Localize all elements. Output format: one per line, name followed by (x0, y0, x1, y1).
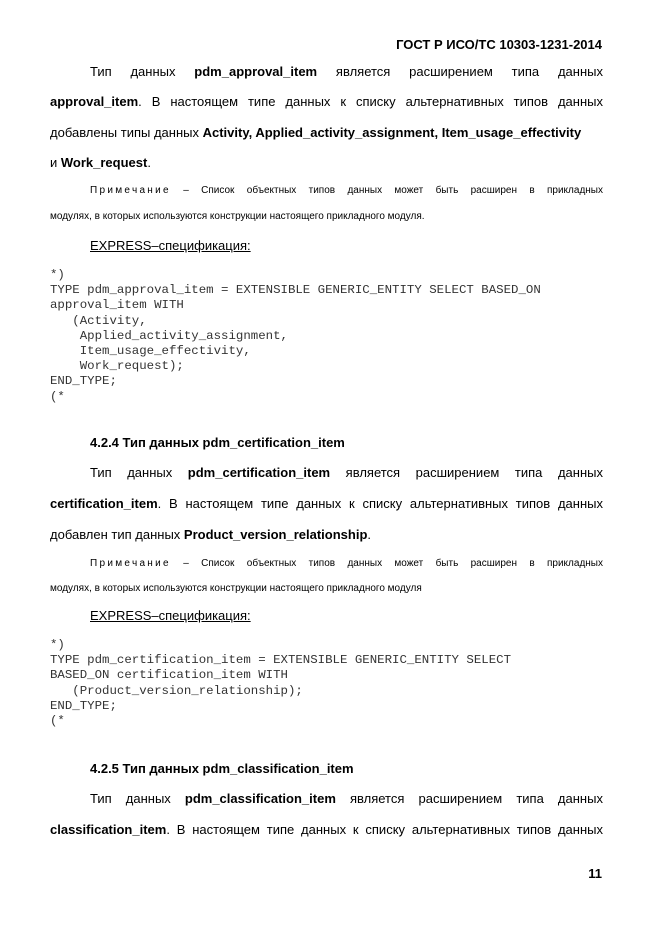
text: и (50, 155, 61, 170)
word: Тип (90, 465, 112, 480)
term: Work_request (60, 155, 148, 170)
term: pdm_classification_item (184, 791, 336, 806)
section-heading: 4.2.4 Тип данных pdm_certification_item (90, 435, 345, 450)
term: classification_item (50, 822, 167, 837)
term: certification_item (50, 496, 158, 511)
paragraph-line (50, 125, 603, 140)
word: является (335, 64, 391, 79)
paragraph-line (50, 64, 603, 79)
note-text: Список объектных типов данных может быть расширен в прикладных (201, 558, 603, 569)
note-label: Примечание (90, 558, 171, 569)
word: данных (127, 465, 173, 480)
text: . В настоящем типе данных к списку альтернативных типов данных (166, 822, 603, 837)
paragraph-line (50, 155, 603, 170)
text: . (367, 527, 372, 542)
word: данных (557, 791, 603, 806)
word: типа (514, 465, 543, 480)
note-dash: – (183, 558, 189, 569)
text: . В настоящем типе данных к списку альтернативных типов данных (157, 496, 603, 511)
word: Тип (90, 791, 112, 806)
word: данных (125, 791, 171, 806)
paragraph-line (50, 465, 603, 480)
paragraph-line (50, 791, 603, 806)
word: расширением (418, 791, 503, 806)
note-line: модулях, в которых используются конструкции настоящего прикладного модуля. (50, 211, 425, 222)
word: расширением (409, 64, 493, 79)
note-line (50, 558, 603, 569)
text: добавлены типы данных (50, 125, 203, 140)
paragraph-line (50, 822, 603, 837)
section-heading: 4.2.5 Тип данных pdm_classification_item (90, 761, 354, 776)
paragraph-line (50, 94, 603, 109)
paragraph-line (50, 496, 603, 511)
page-number: 11 (588, 866, 602, 881)
word: типа (511, 64, 540, 79)
text: добавлен тип данных (50, 527, 184, 542)
note-dash: – (183, 185, 189, 196)
express-code: *) TYPE pdm_approval_item = EXTENSIBLE GENERIC_ENTITY SELECT BASED_ON approval_item WITH (Activity, Applied_activity_assignment, Item_usage_effectivity, Work_request); END_TYPE; (* (50, 268, 541, 404)
word: данных (557, 465, 603, 480)
express-code: *) TYPE pdm_certification_item = EXTENSIBLE GENERIC_ENTITY SELECT BASED_ON certification_item WITH (Product_version_relationship); END_TYPE; (* (50, 638, 512, 729)
note-line: модулях, в которых используются конструкции настоящего прикладного модуля (50, 583, 422, 594)
word: данных (557, 64, 603, 79)
word: данных (130, 64, 176, 79)
note-line (50, 185, 603, 196)
word: типа (516, 791, 544, 806)
note-label: Примечание (90, 185, 171, 196)
paragraph-line (50, 527, 603, 542)
term: approval_item (50, 94, 139, 109)
word: является (349, 791, 405, 806)
note-text: Список объектных типов данных может быть расширен в прикладных (201, 185, 603, 196)
text: . В настоящем типе данных к списку альтернативных типов данных (138, 94, 603, 109)
word: расширением (415, 465, 500, 480)
term: Product_version_relationship (183, 527, 368, 542)
word: является (345, 465, 401, 480)
term: pdm_approval_item (194, 64, 318, 79)
express-link[interactable]: EXPRESS–спецификация: (90, 238, 251, 253)
document-header: ГОСТ Р ИСО/ТС 10303-1231-2014 (396, 37, 602, 52)
text: . (147, 155, 151, 170)
express-link[interactable]: EXPRESS–спецификация: (90, 608, 251, 623)
term: pdm_certification_item (187, 465, 331, 480)
word: Тип (90, 64, 112, 79)
terms: Activity, Applied_activity_assignment, Item_usage_effectivity (202, 125, 582, 140)
